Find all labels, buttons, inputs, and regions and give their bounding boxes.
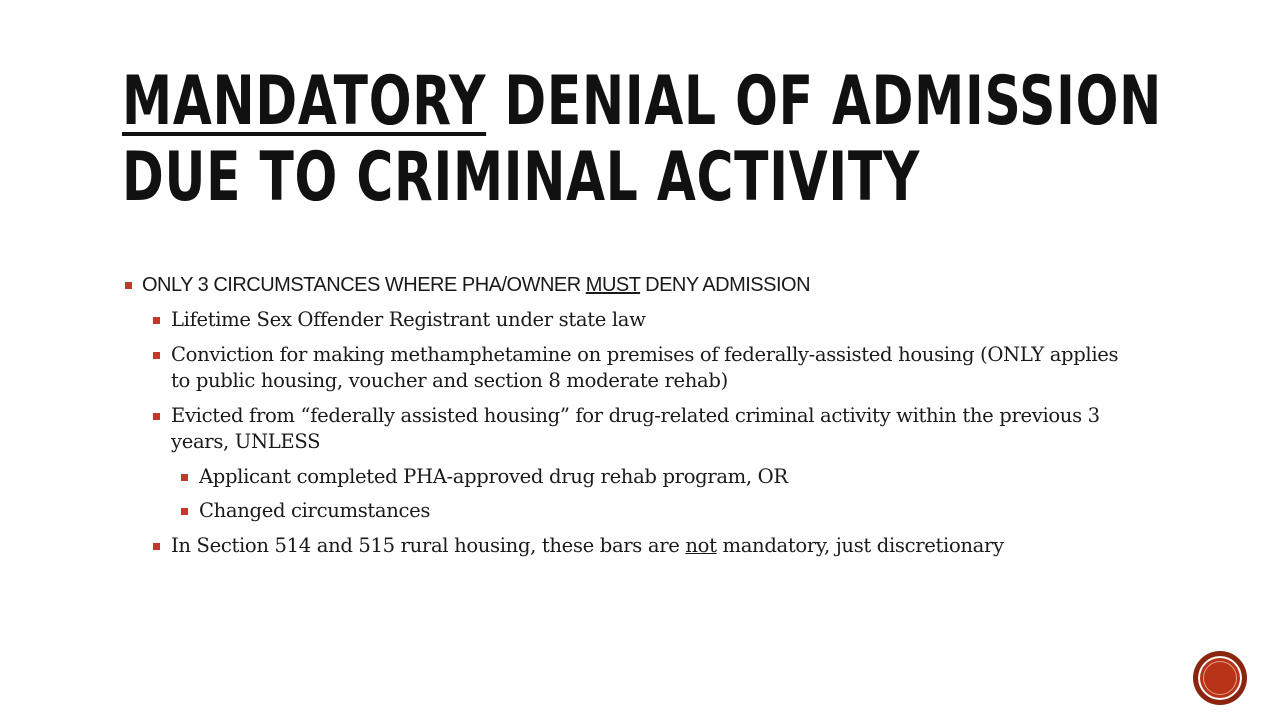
bullet-list [122, 272, 1122, 559]
square-bullet-icon [125, 282, 132, 289]
list-item-text: Applicant completed PHA-approved drug rehab program, OR [199, 464, 788, 488]
square-bullet-icon [153, 543, 160, 550]
main-text-suffix: DENY ADMISSION [640, 274, 811, 296]
rural-text-prefix: In Section 514 and 515 rural housing, these bars are [171, 533, 686, 557]
list-item-text: Conviction for making methamphetamine on premises of federally-assisted housing (ONLY applies to public housing, voucher and section 8 moderate rehab) [171, 342, 1119, 392]
list-item-text: Evicted from “federally assisted housing” for drug-related criminal activity within the previous 3 years, UNLESS [171, 403, 1100, 453]
square-bullet-icon [153, 352, 160, 359]
slide-title [122, 64, 1165, 216]
square-bullet-icon [153, 317, 160, 324]
list-item-text: Lifetime Sex Offender Registrant under state law [171, 308, 646, 331]
list-item-rehab [122, 464, 1122, 491]
rural-text-suffix: mandatory, just discretionary [716, 533, 1004, 557]
title-rest: DENIAL OF ADMISSION DUE TO CRIMINAL ACTIVITY [122, 62, 1162, 217]
list-item-text: Changed circumstances [199, 499, 431, 522]
list-item-rural-housing [122, 533, 1122, 560]
list-item-methamphetamine [122, 342, 1122, 395]
square-bullet-icon [181, 474, 188, 481]
list-item-changed-circumstances [122, 498, 1122, 525]
list-item-evicted [122, 403, 1122, 456]
list-item-sex-offender [122, 307, 1122, 334]
main-text-prefix: ONLY 3 CIRCUMSTANCES WHERE PHA/OWNER [142, 274, 586, 296]
square-bullet-icon [181, 508, 188, 515]
slide-number-badge-icon [1196, 654, 1244, 702]
badge-ring [1203, 661, 1237, 695]
square-bullet-icon [153, 413, 160, 420]
main-text-underlined: MUST [585, 274, 641, 296]
title-underlined-word: MANDATORY [122, 62, 487, 141]
rural-text-underlined: not [685, 533, 717, 557]
list-item-main [122, 272, 1122, 299]
